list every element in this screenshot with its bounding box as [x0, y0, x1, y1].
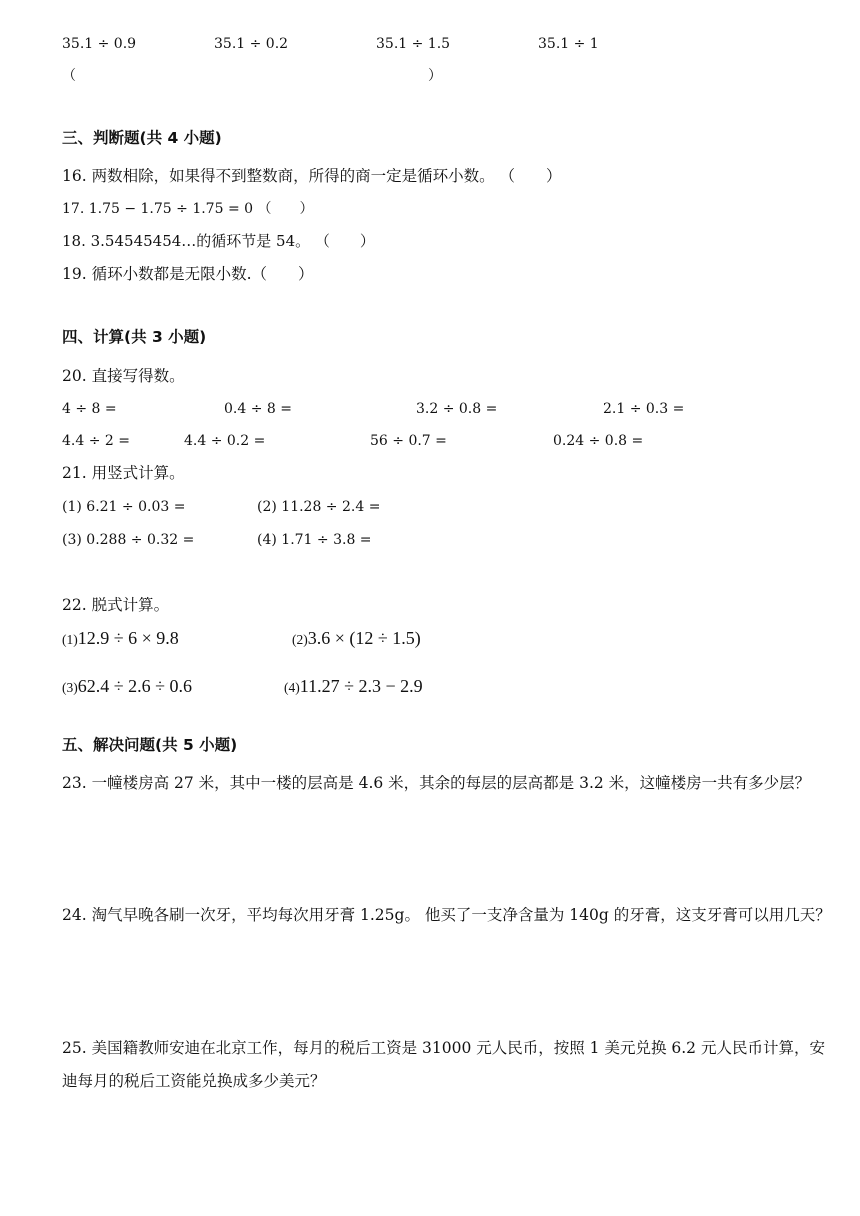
section4-title: 四、计算(共 3 小题)	[62, 328, 207, 346]
section5-title: 五、解决问题(共 5 小题)	[62, 736, 238, 754]
q18: 18. 3.54545454…的循环节是 54。 （ ）	[62, 232, 375, 250]
q22-item4-expr: 11.27 ÷ 2.3 − 2.9	[299, 676, 423, 696]
q20-row2-item4: 0.24 ÷ 0.8 =	[553, 433, 644, 449]
top-expr-1: 35.1 ÷ 0.9	[62, 36, 137, 52]
q22-item1-label: (1)	[62, 632, 78, 647]
q22-item3	[62, 676, 192, 698]
q21-title: 21. 用竖式计算。	[62, 464, 185, 482]
q17: 17. 1.75 − 1.75 ÷ 1.75 = 0 （ ）	[62, 201, 314, 217]
section3-title: 三、判断题(共 4 小题)	[62, 129, 222, 147]
q21-item3: (3) 0.288 ÷ 0.32 =	[62, 532, 195, 548]
q16: 16. 两数相除，如果得不到整数商，所得的商一定是循环小数。 （ ）	[62, 167, 562, 185]
q22-item2-expr: 3.6 × (12 ÷ 1.5)	[307, 628, 421, 648]
q20-row1-item1: 4 ÷ 8 =	[62, 401, 117, 417]
q22-item1	[62, 628, 179, 650]
q21-item2: (2) 11.28 ÷ 2.4 =	[257, 499, 381, 515]
q22-item4-label: (4)	[284, 680, 300, 695]
q21-item1: (1) 6.21 ÷ 0.03 =	[62, 499, 186, 515]
q20-row1-item4: 2.1 ÷ 0.3 =	[603, 401, 685, 417]
q22-item2-label: (2)	[292, 632, 308, 647]
top-expr-4: 35.1 ÷ 1	[538, 36, 599, 52]
q23: 23. 一幢楼房高 27 米，其中一楼的层高是 4.6 米，其余的每层的层高都是 3.2 米，这幢楼房一共有多少层？	[62, 774, 811, 792]
answer-paren-open: （	[62, 68, 76, 84]
q22-item3-label: (3)	[62, 680, 78, 695]
q20-row2-item3: 56 ÷ 0.7 =	[370, 433, 447, 449]
q20-row2-item1: 4.4 ÷ 2 =	[62, 433, 130, 449]
q20-row1-item3: 3.2 ÷ 0.8 =	[416, 401, 498, 417]
q19: 19. 循环小数都是无限小数.（ ）	[62, 265, 314, 283]
q20-title: 20. 直接写得数。	[62, 367, 185, 385]
top-expr-2: 35.1 ÷ 0.2	[214, 36, 289, 52]
q25: 25. 美国籍教师安迪在北京工作，每月的税后工资是 31000 元人民币，按照 1 美元兑换 6.2 元人民币计算，安迪每月的税后工资能兑换成多少美元？	[62, 1039, 825, 1090]
top-expr-3: 35.1 ÷ 1.5	[376, 36, 451, 52]
q20-row1-item2: 0.4 ÷ 8 =	[224, 401, 292, 417]
q21-item4: (4) 1.71 ÷ 3.8 =	[257, 532, 372, 548]
q22-item4	[284, 676, 423, 698]
answer-paren-close: ）	[428, 68, 442, 84]
q24: 24. 淘气早晚各刷一次牙，平均每次用牙膏 1.25g。 他买了一支净含量为 140g 的牙膏，这支牙膏可以用几天？	[62, 906, 831, 924]
q22-item1-expr: 12.9 ÷ 6 × 9.8	[77, 628, 179, 648]
q22-item3-expr: 62.4 ÷ 2.6 ÷ 0.6	[77, 676, 193, 696]
q20-row2-item2: 4.4 ÷ 0.2 =	[184, 433, 266, 449]
q22-item2	[292, 628, 421, 650]
q22-title: 22. 脱式计算。	[62, 596, 170, 614]
